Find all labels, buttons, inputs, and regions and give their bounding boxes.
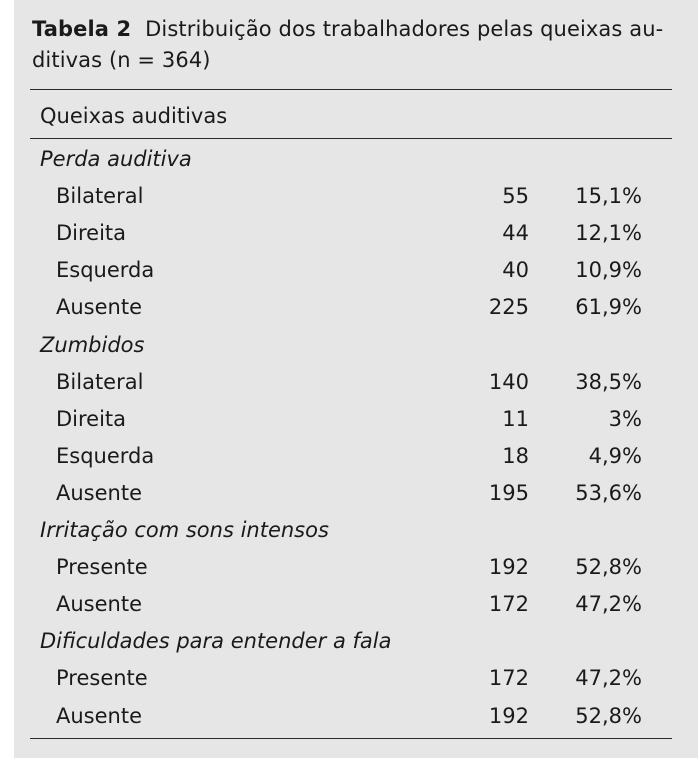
count-cell: 172 xyxy=(488,592,529,617)
row-label: Ausente xyxy=(56,592,142,617)
count-cell: 172 xyxy=(488,666,529,691)
table-row xyxy=(0,698,700,735)
bottom-rule xyxy=(30,738,672,739)
column-header: Queixas auditivas xyxy=(40,104,228,128)
count-cell: 225 xyxy=(488,295,529,320)
row-label: Direita xyxy=(56,406,127,431)
table-row xyxy=(0,252,700,289)
row-label: Presente xyxy=(56,555,148,580)
table-row xyxy=(0,586,700,623)
row-label: Bilateral xyxy=(56,369,144,394)
count-cell: 18 xyxy=(502,443,529,468)
percent-cell: 15,1% xyxy=(575,184,642,209)
table-row xyxy=(0,364,700,401)
count-cell: 140 xyxy=(488,369,529,394)
count-cell: 44 xyxy=(502,221,529,246)
table-row xyxy=(0,475,700,512)
percent-cell: 47,2% xyxy=(575,666,642,691)
table-row xyxy=(0,438,700,475)
section-label: Irritação com sons intensos xyxy=(40,518,329,542)
table-row xyxy=(0,549,700,586)
row-label: Esquerda xyxy=(56,443,155,468)
section-row xyxy=(0,512,700,549)
row-label: Esquerda xyxy=(56,258,155,283)
caption-line-1: Distribuição dos trabalhadores pelas queixas au- xyxy=(145,17,664,41)
row-label: Presente xyxy=(56,666,148,691)
section-label: Dificuldades para entender a fala xyxy=(40,629,392,654)
percent-cell: 12,1% xyxy=(575,221,642,246)
section-row xyxy=(0,623,700,660)
percent-cell: 52,8% xyxy=(575,703,642,728)
section-label: Zumbidos xyxy=(40,332,145,357)
section-row xyxy=(0,327,700,364)
row-label: Ausente xyxy=(56,480,142,505)
table-label: Tabela 2 xyxy=(32,17,132,41)
count-cell: 192 xyxy=(488,703,529,728)
table-caption xyxy=(32,14,672,76)
percent-cell: 61,9% xyxy=(575,295,642,320)
percent-cell: 4,9% xyxy=(588,443,642,468)
header-rule xyxy=(30,138,672,139)
caption-line-2: ditivas (n = 364) xyxy=(32,48,211,72)
count-cell: 55 xyxy=(502,184,529,209)
row-label: Bilateral xyxy=(56,184,144,209)
table-row xyxy=(0,178,700,215)
count-cell: 192 xyxy=(488,555,529,580)
table-row xyxy=(0,289,700,326)
table-row xyxy=(0,215,700,252)
table-row xyxy=(0,660,700,697)
percent-cell: 3% xyxy=(608,406,642,431)
row-label: Direita xyxy=(56,221,127,246)
count-cell: 11 xyxy=(502,406,529,431)
percent-cell: 10,9% xyxy=(575,258,642,283)
section-label: Perda auditiva xyxy=(40,147,192,171)
count-cell: 40 xyxy=(502,258,529,283)
table-row xyxy=(0,401,700,438)
top-rule xyxy=(30,89,672,90)
row-label: Ausente xyxy=(56,703,142,728)
count-cell: 195 xyxy=(488,480,529,505)
percent-cell: 38,5% xyxy=(575,369,642,394)
percent-cell: 47,2% xyxy=(575,592,642,617)
percent-cell: 52,8% xyxy=(575,555,642,580)
section-row xyxy=(0,141,700,178)
percent-cell: 53,6% xyxy=(575,480,642,505)
row-label: Ausente xyxy=(56,295,142,320)
